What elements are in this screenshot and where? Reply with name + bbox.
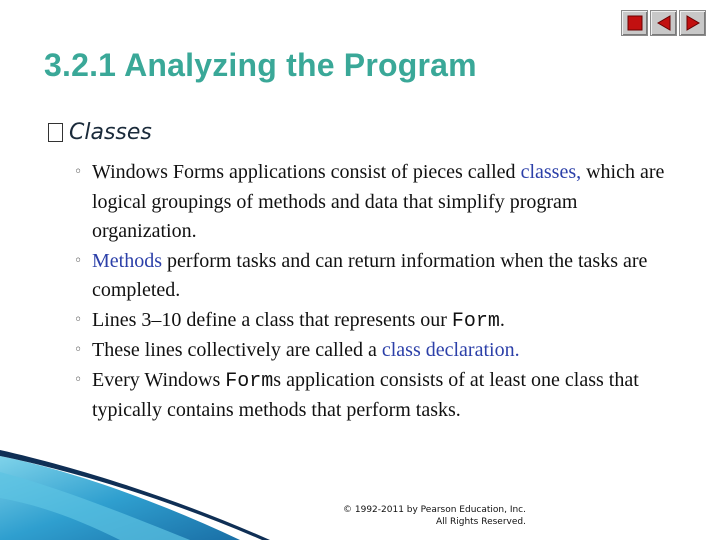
circle-bullet-icon: ◦ [74,252,83,269]
term-methods: Methods [92,249,162,272]
bullet-item: ◦ Methods perform tasks and can return information when the tasks are completed. [74,247,674,306]
circle-bullet-icon: ◦ [74,342,83,358]
checkbox-bullet-icon [48,123,63,142]
home-icon [625,13,645,33]
bullet-item: ◦ Windows Forms applications consist of pieces called classes, which are logical groupings of methods and data that simplify program organization. [74,158,674,247]
bullet-item: ◦ Every Windows Forms application consists of at least one class that typically contains methods that perform tasks. [74,366,674,426]
circle-bullet-icon: ◦ [74,164,83,180]
slide-navigation [621,10,706,36]
term-class-declaration: class declaration. [381,339,520,361]
next-slide-button[interactable] [679,10,706,36]
slide-title: 3.2.1 Analyzing the Program [44,47,477,83]
bullet-item: ◦ These lines collectively are called a class declaration. [74,336,674,366]
next-icon [683,13,703,33]
bullet-item: ◦ Lines 3–10 define a class that represents our Form. [74,306,674,337]
code-form: Form [451,309,500,333]
code-form: Form [225,369,274,393]
home-button[interactable] [621,10,648,36]
circle-bullet-icon: ◦ [74,371,83,388]
copyright-notice: © 1992-2011 by Pearson Education, Inc. All Rights Reserved. [343,505,526,527]
circle-bullet-icon: ◦ [74,311,83,328]
bullet-list [74,158,674,426]
heading-text: Classes [69,120,152,145]
previous-icon [654,13,674,33]
previous-slide-button[interactable] [650,10,677,36]
heading-classes [48,120,152,145]
term-classes: classes, [520,161,582,183]
